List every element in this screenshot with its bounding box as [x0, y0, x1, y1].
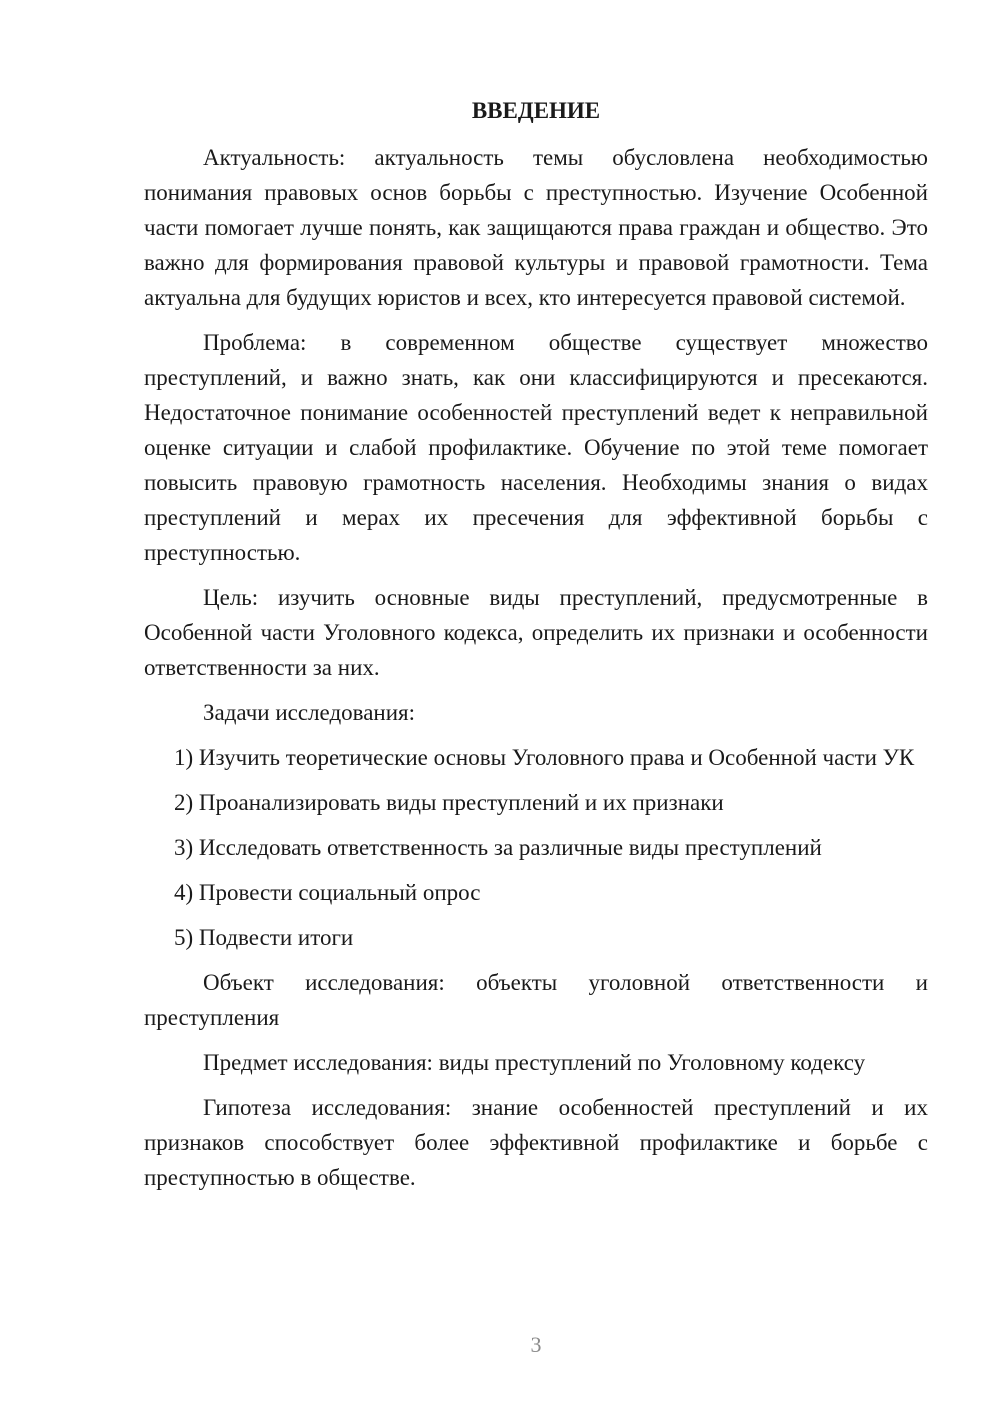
subject-paragraph: Предмет исследования: виды преступлений по Уголовному кодексу — [203, 1050, 866, 1075]
task-item-1: 1) Изучить теоретические основы Уголовного права и Особенной части УК — [174, 745, 915, 770]
page-title: ВВЕДЕНИЕ — [471, 98, 601, 123]
task-item-5: 5) Подвести итоги — [174, 925, 354, 950]
tasks-list — [144, 740, 928, 955]
problem-paragraph: Проблема: в современном обществе существует множество преступлений, и важно знать, как они классифицируются и пресекаются. Недостаточное понимание особенностей преступлений ведет к неправильной оценке ситуации и слабой профилактике. Обучение по этой теме помогает повысить правовую грамотность населения. Необходимы знания о видах преступлений и мерах их пресечения для эффективной борьбы с преступностью. — [144, 330, 928, 565]
document-page — [144, 96, 928, 1205]
page-number: 3 — [530, 1332, 542, 1357]
hypothesis-paragraph: Гипотеза исследования: знание особенностей преступлений и их признаков способствует более эффективной профилактике и борьбе с преступностью в обществе. — [144, 1095, 928, 1190]
task-item-4: 4) Провести социальный опрос — [174, 880, 481, 905]
relevance-paragraph: Актуальность: актуальность темы обусловлена необходимостью понимания правовых основ борьбы с преступностью. Изучение Особенной части помогает лучше понять, как защищаются права граждан и общество. Это важно для формирования правовой культуры и правовой грамотности. Тема актуальна для будущих юристов и всех, кто интересуется правовой системой. — [144, 145, 928, 310]
task-item-2: 2) Проанализировать виды преступлений и их признаки — [174, 790, 724, 815]
task-item-3: 3) Исследовать ответственность за различные виды преступлений — [174, 835, 822, 860]
object-paragraph: Объект исследования: объекты уголовной ответственности и преступления — [144, 970, 928, 1030]
tasks-heading: Задачи исследования: — [203, 700, 416, 725]
goal-paragraph: Цель: изучить основные виды преступлений, предусмотренные в Особенной части Уголовного кодекса, определить их признаки и особенности ответственности за них. — [144, 585, 928, 680]
